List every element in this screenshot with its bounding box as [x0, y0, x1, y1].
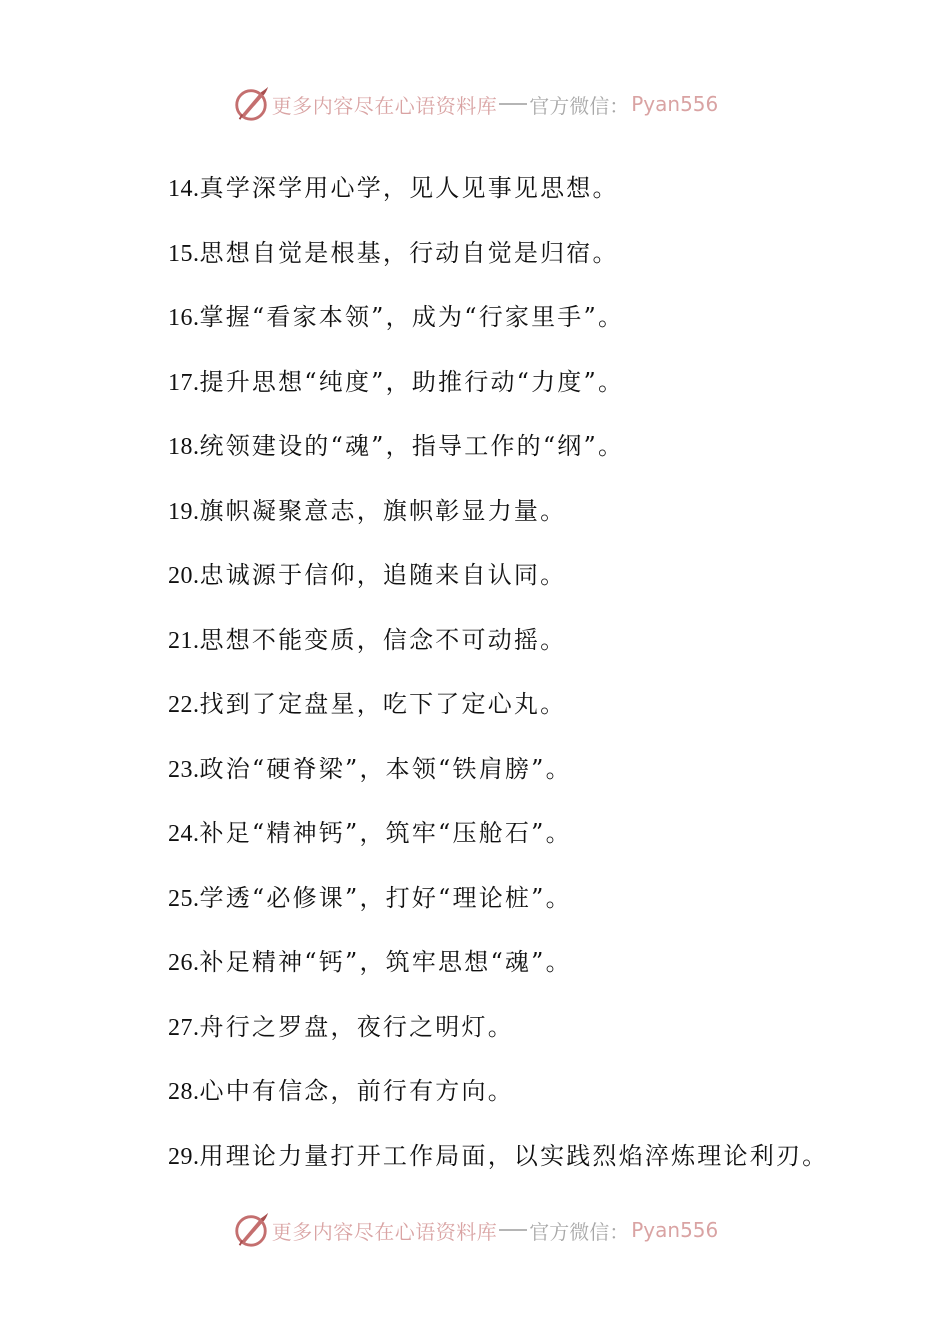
item-number: 20. [168, 563, 200, 589]
list-item [168, 745, 868, 810]
footer-dash-divider [499, 1229, 527, 1231]
item-number: 26. [168, 950, 200, 976]
item-number: 18. [168, 434, 200, 460]
item-number: 29. [168, 1143, 200, 1170]
quill-logo-icon [232, 85, 270, 123]
list-item [168, 680, 868, 745]
quill-logo-icon [232, 1211, 270, 1249]
item-number: 19. [168, 498, 200, 525]
item-text: 统领建设的“魂”，指导工作的“纲”。 [199, 432, 625, 460]
item-text: 找到了定盘星，吃下了定心丸。 [199, 690, 567, 718]
header-wechat-label: 官方微信： [529, 93, 630, 118]
list-item [168, 164, 868, 229]
item-number: 24. [168, 821, 200, 847]
item-number: 28. [168, 1079, 200, 1105]
item-number: 17. [168, 369, 200, 396]
list-item [168, 229, 868, 294]
item-number: 14. [168, 176, 200, 202]
item-text: 补足“精神钙”，筑牢“压舱石”。 [199, 819, 572, 847]
item-text: 忠诚源于信仰，追随来自认同。 [199, 561, 567, 589]
item-number: 16. [168, 305, 200, 331]
item-text: 思想不能变质，信念不可动摇。 [199, 625, 567, 654]
footer-banner [0, 1208, 950, 1252]
item-text: 旗帜凝聚意志，旗帜彰显力量。 [199, 496, 567, 525]
header-dash-divider [499, 103, 527, 105]
item-number: 27. [168, 1014, 200, 1041]
footer-brand-text: 更多内容尽在心语资料库 [271, 1219, 498, 1244]
item-text: 舟行之罗盘，夜行之明灯。 [199, 1012, 514, 1041]
list-item [168, 809, 868, 874]
list-item [168, 551, 868, 616]
list-item [168, 1003, 868, 1068]
list-item [168, 1132, 868, 1197]
footer-wechat-label: 官方微信： [529, 1219, 630, 1244]
item-text: 真学深学用心学，见人见事见思想。 [199, 174, 619, 202]
item-number: 22. [168, 692, 200, 718]
slogan-list [168, 164, 868, 1196]
item-text: 政治“硬脊梁”，本领“铁肩膀”。 [199, 754, 572, 783]
item-text: 提升思想“纯度”，助推行动“力度”。 [199, 367, 625, 396]
list-item [168, 616, 868, 681]
list-item [168, 293, 868, 358]
item-number: 25. [168, 885, 200, 912]
list-item [168, 422, 868, 487]
item-text: 补足精神“钙”，筑牢思想“魂”。 [199, 948, 572, 976]
item-number: 15. [168, 240, 200, 267]
item-number: 21. [168, 627, 200, 654]
list-item [168, 874, 868, 939]
item-text: 用理论力量打开工作局面，以实践烈焰淬炼理论利刃。 [199, 1141, 829, 1170]
item-text: 掌握“看家本领”，成为“行家里手”。 [199, 303, 625, 331]
list-item [168, 487, 868, 552]
list-item [168, 938, 868, 1003]
header-brand-text: 更多内容尽在心语资料库 [271, 93, 498, 118]
item-number: 23. [168, 756, 200, 783]
header-banner [0, 82, 950, 126]
item-text: 思想自觉是根基，行动自觉是归宿。 [199, 238, 619, 267]
list-item [168, 358, 868, 423]
item-text: 学透“必修课”，打好“理论桩”。 [199, 883, 572, 912]
list-item [168, 1067, 868, 1132]
header-wechat-id: Pyan556 [631, 92, 719, 116]
footer-wechat-id: Pyan556 [631, 1218, 719, 1242]
item-text: 心中有信念，前行有方向。 [199, 1077, 514, 1105]
